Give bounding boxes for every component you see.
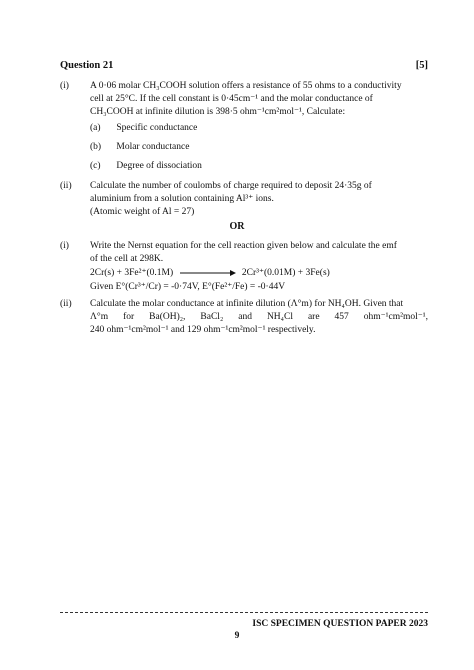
- item-line: 240 ohm⁻¹cm²mol⁻¹ and 129 ohm⁻¹cm²mol⁻¹ respectively.: [90, 325, 316, 336]
- sub-item-c: [90, 161, 202, 171]
- part2-item-ii: [60, 298, 428, 338]
- footer-divider: [60, 612, 428, 613]
- sub-item-b: [90, 142, 189, 152]
- question-header: [60, 60, 428, 71]
- item-line: of the cell at 298K.: [90, 254, 164, 265]
- sub-label: (a): [90, 123, 101, 133]
- item-number: (i): [60, 241, 69, 251]
- question-title: Question 21: [60, 60, 114, 71]
- item-line: (Atomic weight of Al = 27): [90, 207, 195, 218]
- footer-title: ISC SPECIMEN QUESTION PAPER 2023: [252, 619, 428, 629]
- item-number: (ii): [60, 181, 72, 191]
- item-line: Calculate the number of coulombs of charge required to deposit 24·35g of: [90, 181, 372, 191]
- question-marks: [5]: [415, 60, 428, 71]
- sub-item-a: [90, 123, 197, 133]
- sub-text: Molar conductance: [116, 142, 190, 152]
- item-line: cell at 25°C. If the cell constant is 0·45cm⁻¹ and the molar conductance of: [90, 94, 373, 105]
- reaction-arrow-icon: [180, 269, 236, 277]
- or-separator: OR: [229, 221, 245, 232]
- item-line: Calculate the molar conductance at infinite dilution (Λ°m) for NH₄OH. Given that: [90, 299, 404, 309]
- item-number: (i): [60, 81, 69, 91]
- given-potentials: Given E°(Cr³⁺/Cr) = -0·74V, E°(Fe²⁺/Fe) = -0·44V: [90, 281, 286, 292]
- item-line: CH₃COOH at infinite dilution is 398·5 ohm⁻¹cm²mol⁻¹, Calculate:: [90, 107, 346, 118]
- item-line: Write the Nernst equation for the cell reaction given below and calculate the emf: [90, 241, 397, 251]
- item-line: aluminium from a solution containing Al³⁺ ions.: [90, 194, 274, 205]
- reaction-reactants: 2Cr(s) + 3Fe²⁺(0.1M): [90, 268, 174, 279]
- item-line: A 0·06 molar CH₃COOH solution offers a resistance of 55 ohms to a conductivity: [90, 81, 402, 91]
- sub-label: (b): [90, 142, 102, 152]
- part2-item-i: [60, 240, 428, 294]
- part1-item-i: [60, 80, 428, 120]
- sub-label: (c): [90, 161, 101, 171]
- reaction-products: 2Cr³⁺(0.01M) + 3Fe(s): [241, 268, 330, 279]
- item-number: (ii): [60, 299, 72, 309]
- item-line: Λ°m for Ba(OH)₂, BaCl₂ and NH₄Cl are 457 ohm⁻¹cm²mol⁻¹,: [90, 312, 428, 323]
- page-number: 9: [234, 631, 240, 641]
- cell-reaction-equation: [90, 267, 428, 280]
- part1-item-ii: [60, 180, 428, 220]
- sub-text: Degree of dissociation: [116, 161, 202, 171]
- sub-text: Specific conductance: [116, 123, 198, 133]
